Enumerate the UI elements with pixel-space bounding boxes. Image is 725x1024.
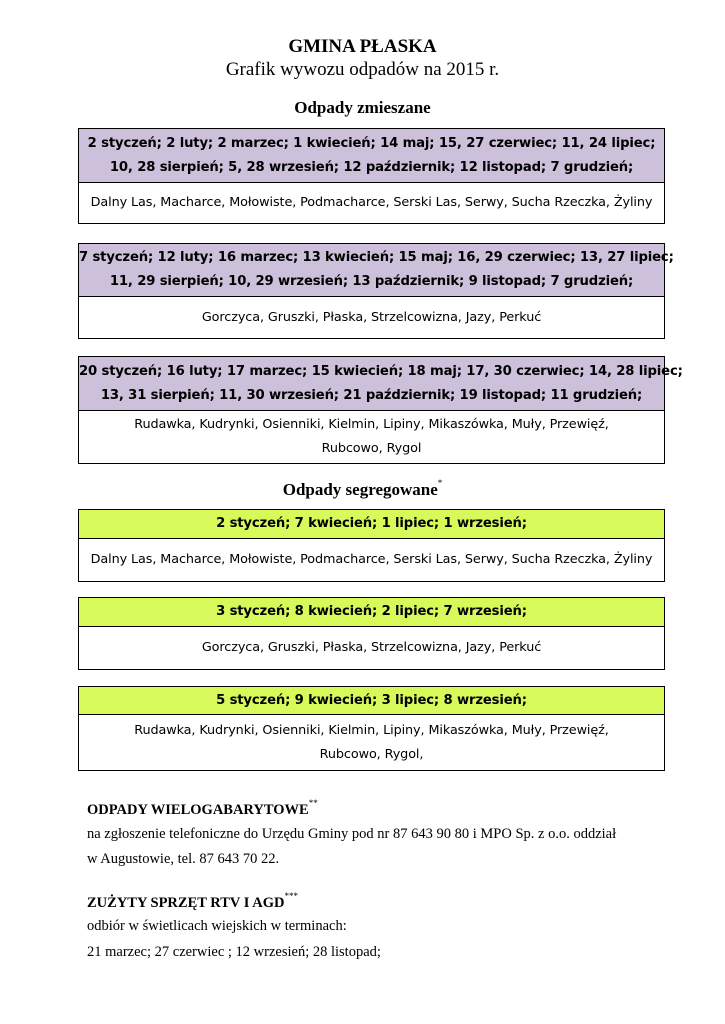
segregated-waste-group-3 xyxy=(78,686,665,771)
dates-line: 11, 29 sierpień; 10, 29 wrzesień; 13 październik; 9 listopad; 7 grudzień; xyxy=(109,274,634,289)
villages-line: Dalny Las, Macharce, Mołowiste, Podmacharce, Serski Las, Serwy, Sucha Rzeczka, Żyliny xyxy=(90,552,653,567)
bulky-waste-text-line-2: w Augustowie, tel. 87 643 70 22. xyxy=(87,851,280,867)
bulky-waste-text-line-1: na zgłoszenie telefoniczne do Urzędu Gminy pod nr 87 643 90 80 i MPO Sp. z o.o. oddział xyxy=(87,826,617,842)
dates-line: 3 styczeń; 8 kwiecień; 2 lipiec; 7 wrzesień; xyxy=(216,604,527,619)
electronics-text-line-1: odbiór w świetlicach wiejskich w terminach: xyxy=(87,918,347,934)
villages-line: Dalny Las, Macharce, Mołowiste, Podmacharce, Serski Las, Serwy, Sucha Rzeczka, Żyliny xyxy=(90,195,653,210)
segregated-waste-group-1 xyxy=(78,509,665,582)
village-list xyxy=(79,411,664,463)
segregated-waste-group-2 xyxy=(78,597,665,670)
villages-line: Rubcowo, Rygol, xyxy=(319,746,424,762)
villages-line: Rubcowo, Rygol xyxy=(321,441,422,456)
village-list xyxy=(79,183,664,223)
footnote-mark: ** xyxy=(308,798,318,808)
schedule-dates xyxy=(79,687,664,715)
dates-line: 13, 31 sierpień; 11, 30 wrzesień; 21 październik; 19 listopad; 11 grudzień; xyxy=(100,387,643,403)
footnote-mark: *** xyxy=(284,891,298,901)
village-list xyxy=(79,715,664,770)
mixed-waste-group-3 xyxy=(78,356,683,464)
village-list xyxy=(79,539,664,581)
villages-line: Gorczyca, Gruszki, Płaska, Strzelcowizna, Jazy, Perkuć xyxy=(201,640,542,655)
electronics-heading-text: ZUŻYTY SPRZĘT RTV I AGD xyxy=(87,894,285,911)
dates-line: 7 styczeń; 12 luty; 16 marzec; 13 kwiecień; 15 maj; 16, 29 czerwiec; 13, 27 lipiec; xyxy=(79,250,674,265)
dates-line: 5 styczeń; 9 kwiecień; 3 lipiec; 8 wrzesień; xyxy=(216,692,527,708)
footnote-mark: * xyxy=(437,478,443,489)
villages-line: Gorczyca, Gruszki, Płaska, Strzelcowizna, Jazy, Perkuć xyxy=(201,309,542,325)
dates-line: 10, 28 sierpień; 5, 28 wrzesień; 12 październik; 12 listopad; 7 grudzień; xyxy=(109,159,634,175)
bulky-waste-heading-text: ODPADY WIELOGABARYTOWE xyxy=(87,801,309,818)
villages-line: Rudawka, Kudrynki, Osienniki, Kielmin, Lipiny, Mikaszówka, Muły, Przewięź, xyxy=(134,417,609,432)
page-title: GMINA PŁASKA xyxy=(288,36,437,57)
village-list xyxy=(79,627,664,669)
dates-line: 20 styczeń; 16 luty; 17 marzec; 15 kwiecień; 18 maj; 17, 30 czerwiec; 14, 28 lipiec; xyxy=(79,363,683,379)
schedule-dates xyxy=(79,510,664,539)
schedule-dates xyxy=(79,357,683,411)
village-list xyxy=(79,297,664,338)
dates-line: 2 styczeń; 2 luty; 2 marzec; 1 kwiecień; 14 maj; 15, 27 czerwiec; 11, 24 lipiec; xyxy=(87,135,656,151)
schedule-dates xyxy=(79,598,664,627)
bulky-waste-heading xyxy=(87,800,318,819)
electronics-heading xyxy=(87,893,298,912)
villages-line: Rudawka, Kudrynki, Osienniki, Kielmin, Lipiny, Mikaszówka, Muły, Przewięź, xyxy=(134,722,609,738)
mixed-waste-group-2 xyxy=(78,243,674,339)
schedule-dates xyxy=(79,244,674,297)
electronics-text-line-2: 21 marzec; 27 czerwiec ; 12 wrzesień; 28 listopad; xyxy=(87,944,381,960)
page-subtitle: Grafik wywozu odpadów na 2015 r. xyxy=(225,59,500,80)
segregated-waste-heading xyxy=(0,480,725,500)
mixed-waste-group-1 xyxy=(78,128,665,224)
mixed-waste-heading: Odpady zmieszane xyxy=(294,98,431,117)
schedule-dates xyxy=(79,129,664,183)
dates-line: 2 styczeń; 7 kwiecień; 1 lipiec; 1 wrzesień; xyxy=(216,516,527,531)
segregated-waste-heading-text: Odpady segregowane xyxy=(282,480,438,499)
